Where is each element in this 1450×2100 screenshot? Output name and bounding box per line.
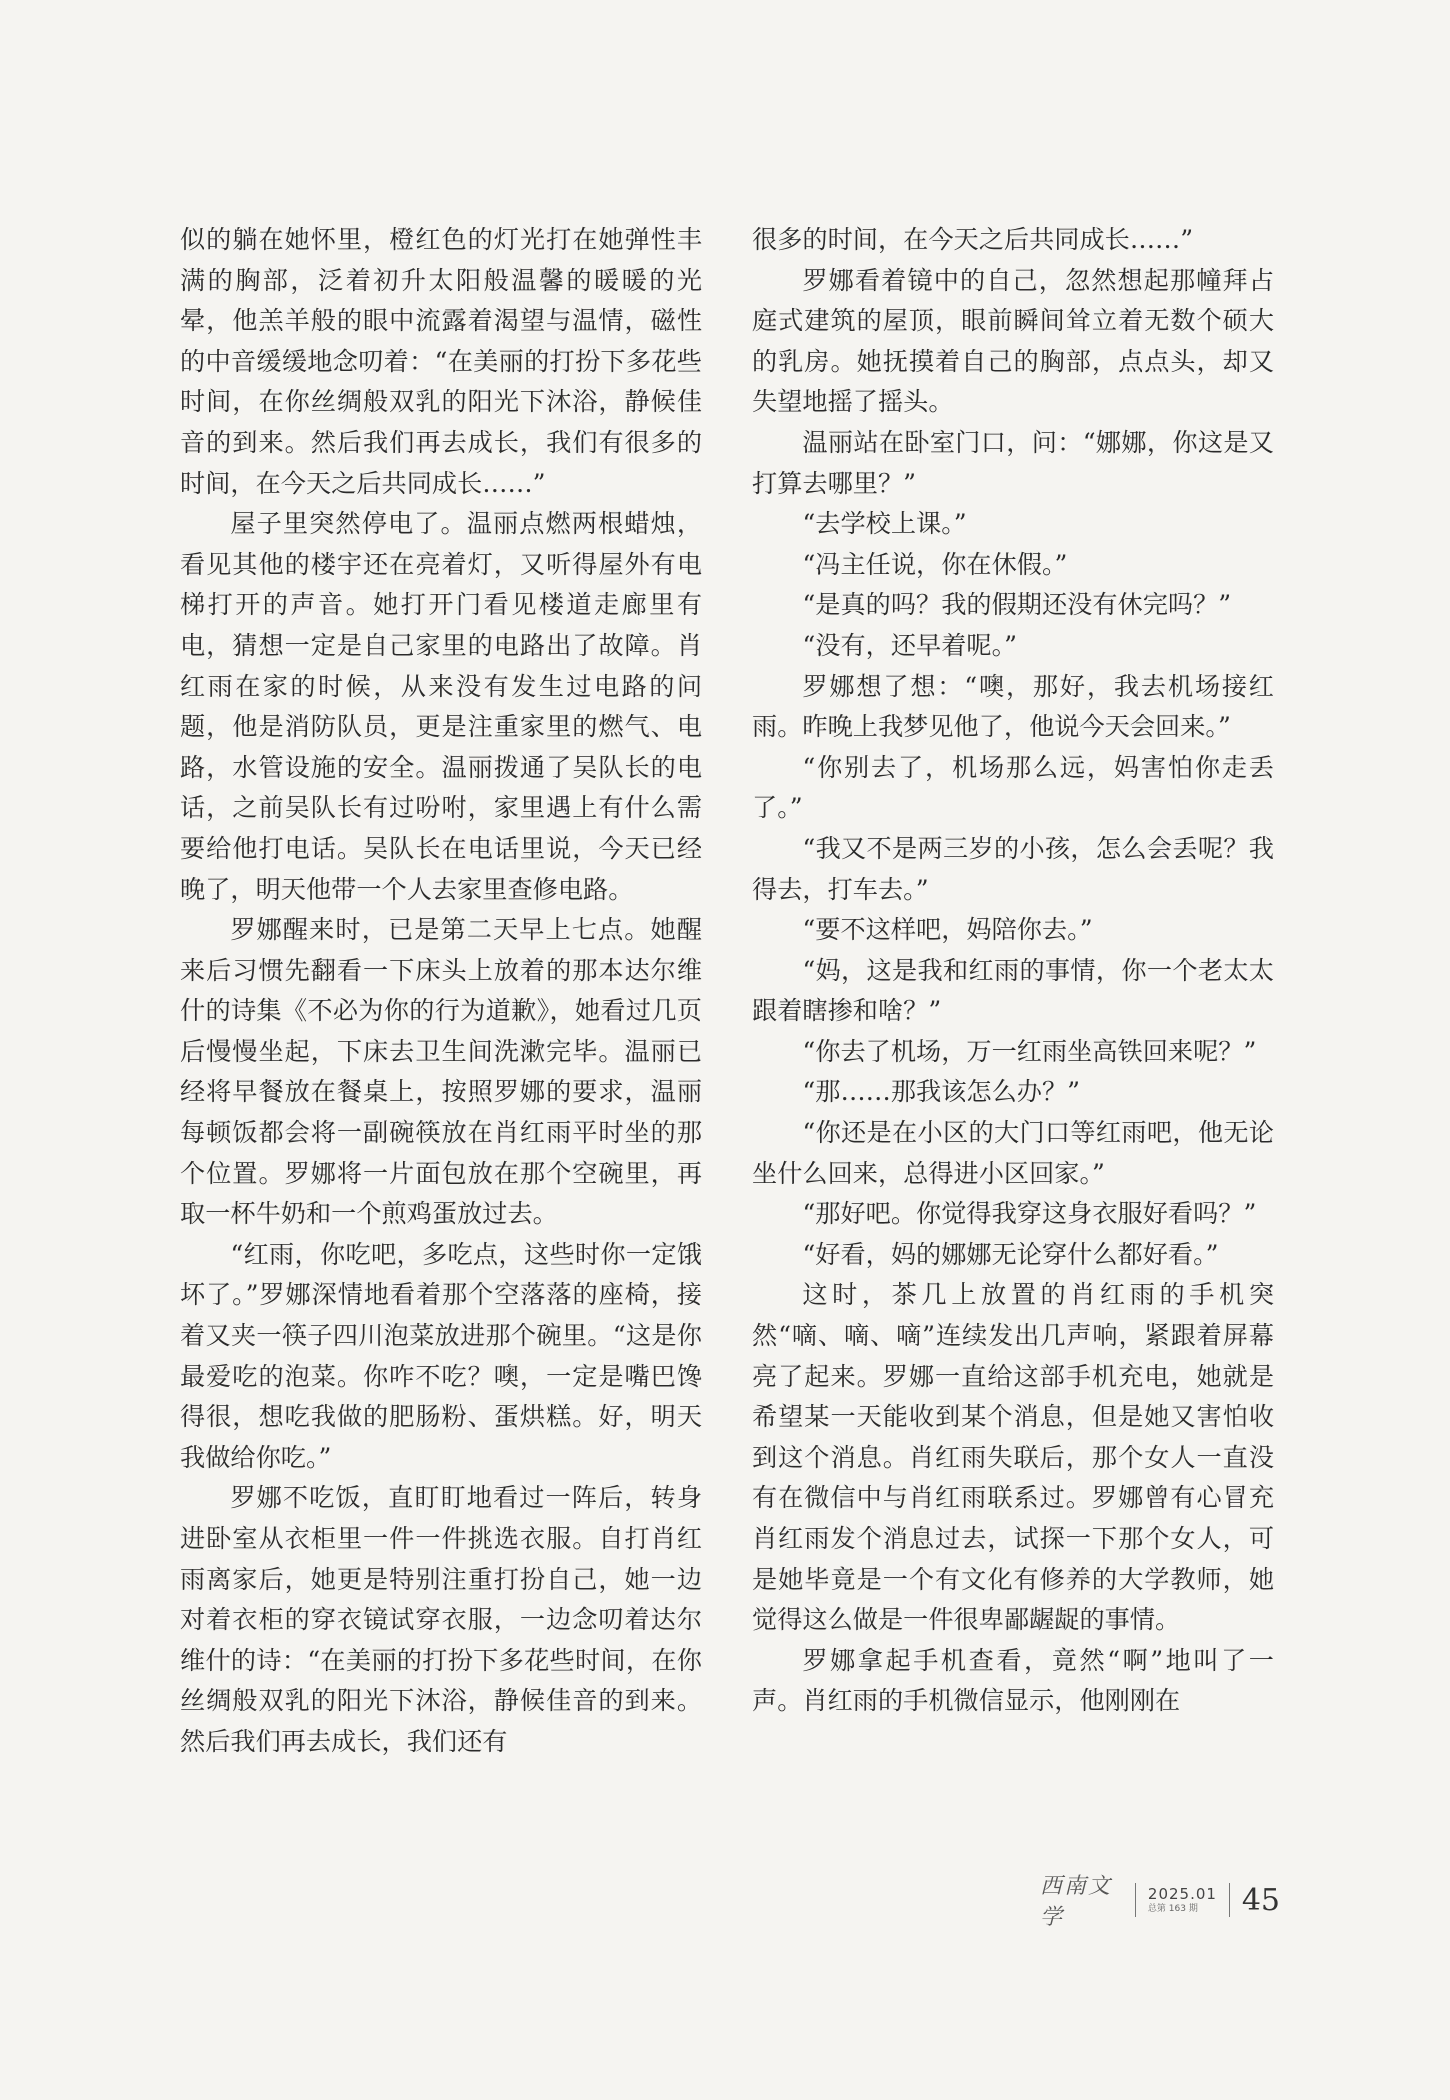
paragraph: 罗娜醒来时，已是第二天早上七点。她醒来后习惯先翻看一下床头上放着的那本达尔维什的诗集《不必为你的行为道歉》，她看过几页后慢慢坐起，下床去卫生间洗漱完毕。温丽已经将早餐放在餐桌上，按照罗娜的要求，温丽每顿饭都会将一副碗筷放在肖红雨平时坐的那个位置。罗娜将一片面包放在那个空碗里，再取一杯牛奶和一个煎鸡蛋放过去。: [180, 915, 702, 1229]
page-number: 45: [1241, 1882, 1280, 1918]
right-text-column: [752, 220, 1274, 1722]
paragraph: 罗娜拿起手机查看，竟然“啊”地叫了一声。肖红雨的手机微信显示，他刚刚在: [752, 1645, 1274, 1716]
paragraph: “冯主任说，你在休假。”: [802, 549, 1068, 579]
paragraph: “你去了机场，万一红雨坐高铁回来呢？”: [802, 1036, 1257, 1066]
paragraph: 这时，茶几上放置的肖红雨的手机突然“嘀、嘀、嘀”连续发出几声响，紧跟着屏幕亮了起来。罗娜一直给这部手机充电，她就是希望某一天能收到某个消息，但是她又害怕收到这个消息。肖红雨失联后，那个女人一直没有在微信中与肖红雨联系过。罗娜曾有心冒充肖红雨发个消息过去，试探一下那个女人，可是她毕竟是一个有文化有修养的大学教师，她觉得这么做是一件很卑鄙龌龊的事情。: [752, 1280, 1274, 1635]
paragraph: “那……那我该怎么办？”: [802, 1077, 1081, 1107]
paragraph: “去学校上课。”: [802, 509, 967, 539]
paragraph: “妈，这是我和红雨的事情，你一个老太太跟着瞎掺和啥？”: [752, 955, 1274, 1026]
paragraph: “要不这样吧，妈陪你去。”: [802, 915, 1093, 945]
left-text-column: [180, 220, 702, 1763]
paragraph: “红雨，你吃吧，多吃点，这些时你一定饿坏了。”罗娜深情地看着那个空落落的座椅，接着又夹一筷子四川泡菜放进那个碗里。“这是你最爱吃的泡菜。你咋不吃？噢，一定是嘴巴馋得很，想吃我做的肥肠粉、蛋烘糕。好，明天我做给你吃。”: [180, 1239, 702, 1472]
issue-info: [1147, 1884, 1217, 1914]
paragraph: “我又不是两三岁的小孩，怎么会丢呢？我得去，打车去。”: [752, 833, 1274, 904]
paragraph: 似的躺在她怀里，橙红色的灯光打在她弹性丰满的胸部，泛着初升太阳般温馨的暖暖的光晕，他羔羊般的眼中流露着渴望与温情，磁性的中音缓缓地念叨着：“在美丽的打扮下多花些时间，在你丝绸般双乳的阳光下沐浴，静候佳音的到来。然后我们再去成长，我们有很多的时间，在今天之后共同成长……”: [180, 225, 702, 498]
magazine-logo: 西南文学: [1040, 1874, 1113, 1930]
paragraph: 罗娜想了想：“噢，那好，我去机场接红雨。昨晚上我梦见他了，他说今天会回来。”: [752, 671, 1274, 742]
paragraph: “你还是在小区的大门口等红雨吧，他无论坐什么回来，总得进小区回家。”: [752, 1118, 1274, 1188]
footer-divider: [1229, 1883, 1230, 1917]
paragraph: “你别去了，机场那么远，妈害怕你走丢了。”: [752, 752, 1274, 823]
issue-date: 2025.01: [1147, 1884, 1217, 1903]
paragraph: “好看，妈的娜娜无论穿什么都好看。”: [802, 1239, 1219, 1269]
paragraph: “那好吧。你觉得我穿这身衣服好看吗？”: [802, 1199, 1257, 1229]
page-footer: [1040, 1874, 1280, 1930]
total-issue-number: 总第 163 期: [1147, 1903, 1198, 1914]
paragraph: “没有，还早着呢。”: [802, 630, 1018, 660]
paragraph: 温丽站在卧室门口，问：“娜娜，你这是又打算去哪里？”: [752, 427, 1274, 498]
paragraph: 罗娜不吃饭，直盯盯地看过一阵后，转身进卧室从衣柜里一件一件挑选衣服。自打肖红雨离家后，她更是特别注重打扮自己，她一边对着衣柜的穿衣镜试穿衣服，一边念叨着达尔维什的诗：“在美丽的打扮下多花些时间，在你丝绸般双乳的阳光下沐浴，静候佳音的到来。然后我们再去成长，我们还有: [180, 1483, 702, 1756]
paragraph: “是真的吗？我的假期还没有休完吗？”: [802, 590, 1232, 620]
paragraph: 很多的时间，在今天之后共同成长……”: [752, 225, 1194, 254]
footer-divider: [1135, 1883, 1136, 1917]
paragraph: 罗娜看着镜中的自己，忽然想起那幢拜占庭式建筑的屋顶，眼前瞬间耸立着无数个硕大的乳房。她抚摸着自己的胸部，点点头，却又失望地摇了摇头。: [752, 265, 1274, 417]
paragraph: 屋子里突然停电了。温丽点燃两根蜡烛，看见其他的楼宇还在亮着灯，又听得屋外有电梯打开的声音。她打开门看见楼道走廊里有电，猜想一定是自己家里的电路出了故障。肖红雨在家的时候，从来没有发生过电路的问题，他是消防队员，更是注重家里的燃气、电路，水管设施的安全。温丽拨通了吴队长的电话，之前吴队长有过吩咐，家里遇上有什么需要给他打电话。吴队长在电话里说，今天已经晚了，明天他带一个人去家里查修电路。: [180, 509, 702, 904]
